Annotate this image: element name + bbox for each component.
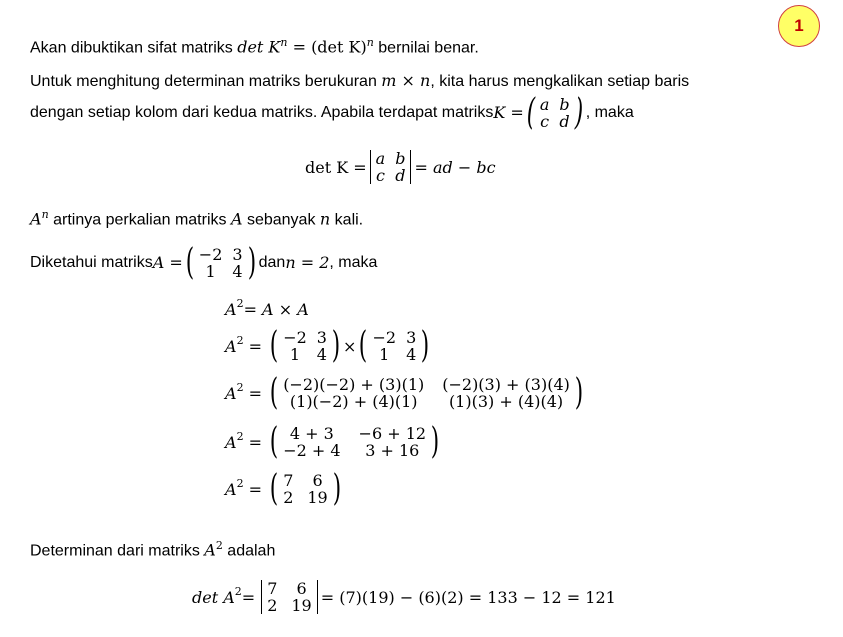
math-sup: n: [280, 36, 288, 49]
step-1: [225, 297, 309, 319]
cell: d: [395, 166, 406, 185]
math-eq: = (det K): [287, 37, 367, 57]
math-A: A: [225, 300, 237, 319]
math-A: A: [30, 209, 42, 229]
text: , kita harus mengkalikan setiap baris: [430, 73, 690, 90]
cell: −2 + 4: [283, 441, 341, 460]
intro-line: [30, 32, 479, 59]
math-A: A: [204, 540, 216, 560]
intro-text-end: bernilai benar.: [373, 39, 479, 57]
math-A: A: [230, 209, 243, 229]
math-result: = (7)(19) − (6)(2) = 133 − 12 = 121: [320, 587, 616, 607]
cell: 3: [232, 245, 243, 264]
explanation-line-1: [30, 70, 778, 93]
power-definition: [30, 204, 363, 231]
cell: 3 + 16: [365, 441, 420, 460]
step5-matrix: ( 7 6 2 19 ): [269, 468, 341, 509]
cell: a: [375, 149, 386, 168]
final-matrix: [267, 580, 312, 614]
cell: (−2)(−2) + (3)(1): [283, 375, 425, 394]
times-sign: ×: [343, 336, 357, 356]
step4-matrix: ( 4 + 3 −6 + 12 −2 + 4 3 + 16 ): [269, 421, 440, 462]
cell: 1: [205, 262, 216, 281]
cell: 19: [291, 596, 312, 615]
cell: d: [559, 112, 570, 131]
cell: 4 + 3: [289, 424, 334, 443]
text: dan: [258, 254, 286, 271]
matrix-K: ( a b c d ): [526, 92, 583, 133]
cell: 2: [267, 596, 278, 615]
text: kali.: [330, 211, 364, 229]
math-sup: 2: [236, 380, 244, 394]
step-3: A $^2$ = ( (−2)(−2) + (3)(1) (−2)(3) + (3)(4) (1)(−2) + (4)(1) (1)(3) + (4)(4) ): [225, 375, 586, 411]
math-sup: 2: [236, 333, 244, 347]
given-matrix-line: [30, 243, 377, 283]
math-A: A: [225, 336, 237, 356]
determinant-intro: [30, 535, 275, 562]
cell: 3: [316, 328, 327, 347]
text: Untuk menghitung determinan matriks berukuran: [30, 73, 382, 90]
math-sup: 2: [236, 429, 244, 443]
cell: 6: [312, 471, 323, 490]
cell: 19: [307, 488, 328, 507]
math-detA: det A: [192, 587, 235, 607]
cell: (−2)(3) + (3)(4): [442, 375, 570, 394]
math-sup: 2: [215, 539, 223, 552]
matrix-A: ( −2 3 1 4 ): [185, 242, 256, 283]
cell: 6: [296, 579, 307, 598]
cell: 1: [379, 345, 390, 364]
cell: −6 + 12: [358, 424, 427, 443]
step3-matrix: ( (−2)(−2) + (3)(1) (−2)(3) + (3)(4) (1)(−2) + (4)(1) (1)(3) + (4)(4) ): [269, 372, 584, 413]
intro-text: Akan dibuktikan sifat matriks: [30, 39, 238, 57]
text: , maka: [329, 254, 378, 271]
cell: −2: [372, 328, 397, 347]
math-sup: n: [41, 208, 49, 221]
math-n: n: [319, 209, 331, 229]
math-lhs: det K =: [305, 157, 367, 177]
math-A: A: [225, 432, 237, 452]
cell: a: [539, 95, 550, 114]
cell: (1)(3) + (4)(4): [448, 392, 564, 411]
step-5: A $^2$ = ( 7 6 2 19 ): [225, 471, 344, 507]
step-4: A $^2$ = ( 4 + 3 −6 + 12 −2 + 4 3 + 16 ): [225, 424, 442, 460]
math-mxn: m × n: [381, 71, 431, 90]
text: artinya perkalian matriks: [48, 211, 231, 229]
math-A: A: [225, 383, 237, 403]
text: adalah: [222, 542, 276, 560]
detK-formula: [305, 150, 496, 184]
page-number-badge: 1: [778, 5, 820, 47]
final-determinant: [192, 580, 616, 614]
cell: 7: [283, 471, 294, 490]
cell: b: [559, 95, 570, 114]
cell: 2: [283, 488, 294, 507]
math-A: A: [225, 479, 237, 499]
cell: 4: [232, 262, 243, 281]
math-A: A =: [152, 253, 183, 272]
math-sup: 2: [234, 584, 242, 598]
detK-matrix: [376, 150, 406, 184]
math-sup: 2: [236, 297, 244, 310]
math-rhs: = A × A: [243, 300, 309, 319]
cell: b: [395, 149, 406, 168]
cell: −2: [198, 245, 223, 264]
step2-matrix-right: ( −2 3 1 4 ): [359, 325, 430, 366]
math-eq: =: [241, 587, 256, 607]
cell: c: [540, 112, 550, 131]
math-sup: n: [366, 36, 374, 49]
math-sup: 2: [236, 476, 244, 490]
text: sebanyak: [242, 211, 320, 229]
math-detK: det K: [237, 37, 281, 57]
math-rhs: = ad − bc: [414, 157, 496, 177]
text: , maka: [585, 104, 634, 121]
text: dengan setiap kolom dari kedua matriks. Apabila terdapat matriks: [30, 104, 494, 121]
cell: c: [375, 166, 385, 185]
math-n: n = 2: [285, 253, 330, 272]
step2-matrix-left: ( −2 3 1 4 ): [269, 325, 341, 366]
cell: 4: [406, 345, 417, 364]
math-K: K =: [493, 103, 524, 122]
text: Determinan dari matriks: [30, 542, 205, 560]
explanation-line-2: [30, 93, 634, 133]
cell: 7: [267, 579, 278, 598]
step-2: A $^2$ = ( −2 3 1 4 ) × ( −2 3 1 4 ): [225, 328, 432, 364]
cell: (1)(−2) + (4)(1): [289, 392, 418, 411]
cell: 3: [406, 328, 417, 347]
cell: −2: [283, 328, 307, 347]
cell: 1: [289, 345, 301, 364]
cell: 4: [316, 345, 327, 364]
text: Diketahui matriks: [30, 254, 153, 271]
